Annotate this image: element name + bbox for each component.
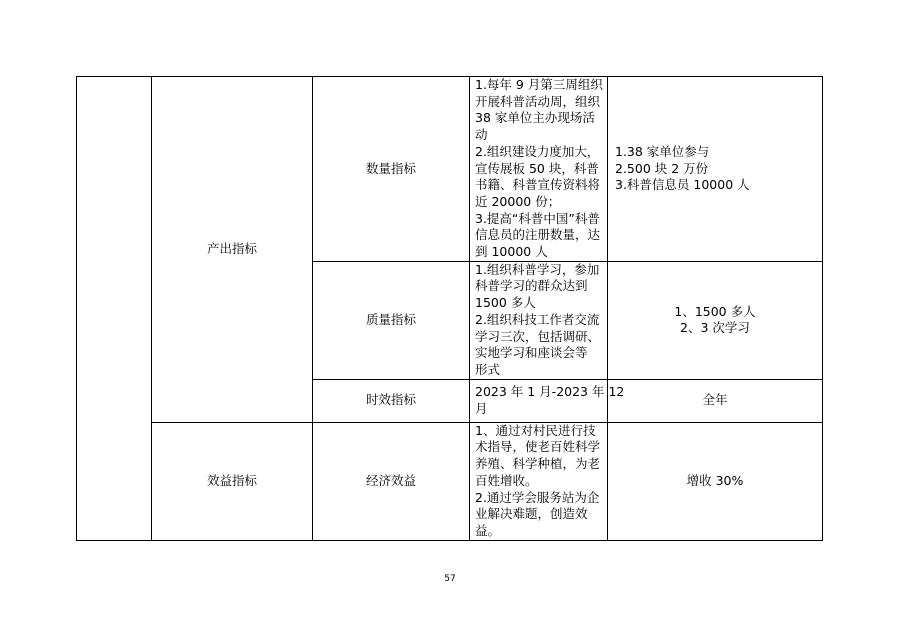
value-line: 1.38 家单位参与: [615, 143, 710, 159]
value-line: 增收 30%: [686, 472, 744, 488]
content-line: 形式: [475, 361, 501, 377]
value-cell-economic: [608, 422, 823, 540]
value-line: 全年: [702, 392, 728, 408]
category-cell-output: 产出指标: [152, 77, 313, 423]
indicator-cell-economic: 经济效益: [313, 422, 470, 540]
category-cell-benefit: 效益指标: [152, 422, 313, 540]
content-line: 1.组织科普学习，参加: [475, 261, 600, 277]
value-line: 3.科普信息员 10000 人: [615, 177, 750, 193]
value-line: 1、1500 多人: [674, 303, 756, 319]
content-cell-timeliness: [470, 379, 625, 422]
content-line: 1.每年 9 月第三周组织: [475, 77, 603, 92]
content-line: 业解决难题，创造效: [475, 506, 588, 522]
content-line: 开展科普活动周，组织: [475, 93, 601, 109]
value-cell-quantity: [608, 77, 823, 262]
content-cell-quantity: [470, 77, 608, 262]
content-line: 学习三次，包括调研、: [475, 328, 601, 344]
content-line: 2.通过学会服务站为企: [475, 489, 600, 505]
content-line: 3.提高“科普中国”科普: [475, 210, 600, 226]
content-line: 2.组织科技工作者交流: [475, 311, 600, 327]
content-line: 38 家单位主办现场活: [475, 110, 595, 126]
content-line: 书籍、科普宣传资料将: [475, 177, 601, 193]
content-line: 百姓增收。: [475, 472, 538, 488]
content-line: 益。: [475, 522, 501, 538]
content-line: 实地学习和座谈会等: [475, 345, 588, 361]
content-line: 近 20000 份；: [475, 193, 561, 209]
table-cell-level1-empty: [77, 77, 152, 541]
content-line: 动: [475, 127, 488, 143]
indicator-cell-quantity: 数量指标: [313, 77, 470, 262]
value-line: 2、3 次学习: [680, 320, 750, 336]
content-line: 月: [475, 400, 488, 416]
indicator-cell-timeliness: 时效指标: [313, 379, 470, 422]
value-cell-timeliness: [608, 379, 823, 422]
value-line: 2.500 块 2 万份: [615, 160, 709, 176]
content-line: 2.组织建设力度加大，: [475, 143, 600, 159]
page-number: 57: [444, 574, 456, 584]
content-line: 科普学习的群众达到: [475, 278, 588, 294]
indicator-cell-quality: 质量指标: [313, 261, 470, 379]
content-line: 术指导，使老百姓科学: [475, 439, 601, 455]
content-line: 1500 多人: [475, 295, 536, 311]
table-row-quantity: [77, 77, 823, 262]
content-cell-quality: [470, 261, 608, 379]
content-line: 宣传展板 50 块，科普: [475, 160, 599, 176]
content-line: 养殖、科学种植，为老: [475, 456, 601, 472]
value-cell-quality: [608, 261, 823, 379]
content-line: 1、通过对村民进行技: [475, 422, 596, 438]
content-line: 到 10000 人: [475, 244, 548, 260]
table-row-economic: [77, 422, 823, 540]
indicator-table: [76, 76, 823, 541]
content-line: 信息员的注册数量，达: [475, 227, 601, 243]
content-line: 2023 年 1 月-2023 年 12: [475, 384, 625, 400]
content-cell-economic: [470, 422, 608, 540]
